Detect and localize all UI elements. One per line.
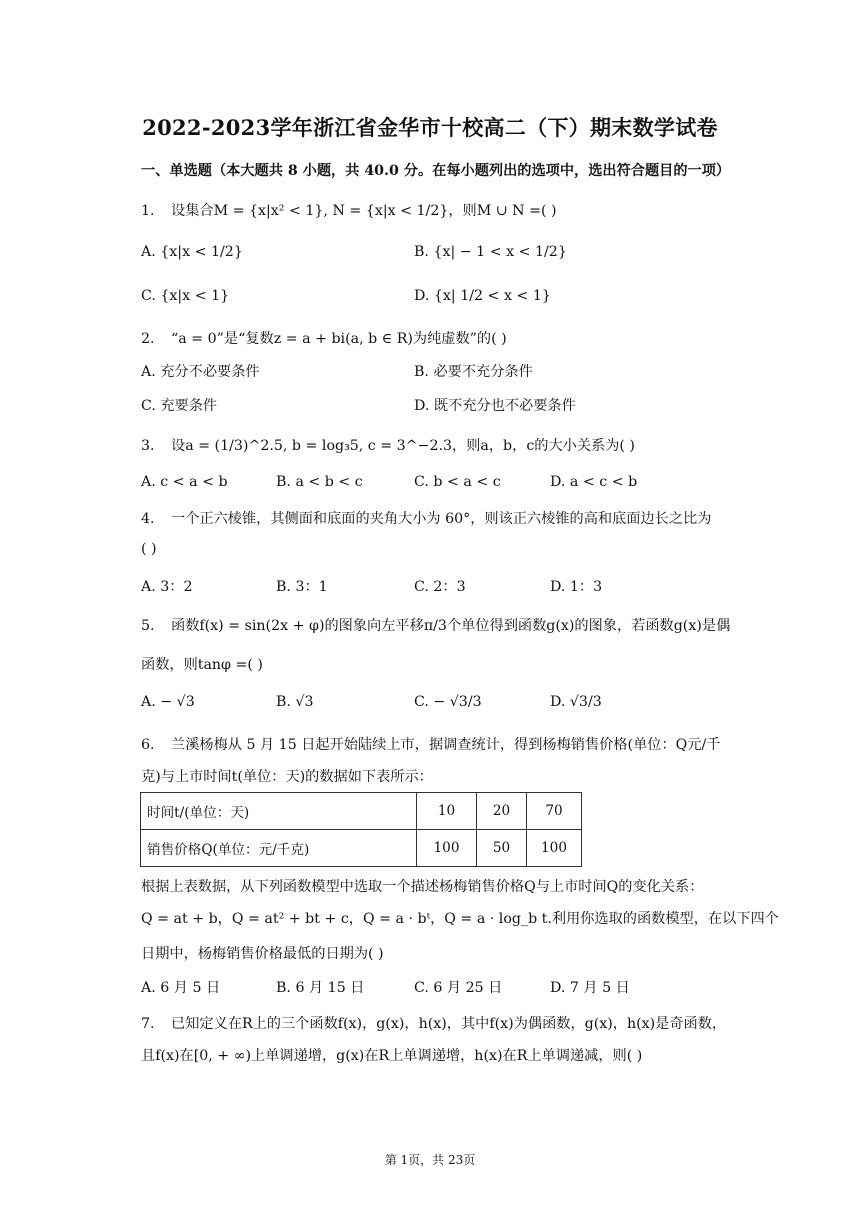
- table-cell: 70: [527, 793, 582, 830]
- option-a: A. 6 月 5 日: [141, 980, 221, 996]
- question-stem: “a = 0”是“复数z = a + bi(a, b ∈ R)为纯虚数”的( ): [171, 331, 507, 347]
- question-3: [141, 435, 635, 455]
- option-a: A. 充分不必要条件: [141, 364, 260, 380]
- question-stem: 已知定义在R上的三个函数f(x)，g(x)，h(x)，其中f(x)为偶函数，g(x)，h(x)是奇函数，: [171, 1016, 727, 1032]
- option-b: B. 必要不充分条件: [414, 364, 533, 380]
- option-a: A. 3：2: [141, 579, 193, 595]
- section-heading: 一、单选题（本大题共 8 小题，共 40.0 分。在每小题列出的选项中，选出符合题目的一项）: [141, 163, 731, 179]
- question-6-text: 根据上表数据，从下列函数模型中选取一个描述杨梅销售价格Q与上市时间Q的变化关系：: [141, 879, 704, 895]
- question-number: 1.: [141, 203, 155, 219]
- question-1: [141, 200, 557, 220]
- table-cell: 100: [417, 830, 477, 867]
- question-stem: 设a = (1/3)^2.5, b = log₃5, c = 3^−2.3，则a，b，c的大小关系为( ): [171, 438, 635, 454]
- question-6-ask: 日期中，杨梅销售价格最低的日期为( ): [141, 946, 384, 962]
- option-b: B. √3: [276, 694, 314, 710]
- question-number: 6.: [141, 737, 155, 753]
- question-6: [141, 734, 720, 754]
- option-d: D. {x| 1/2 < x < 1}: [414, 288, 551, 304]
- question-stem: 设集合M = {x|x² < 1}, N = {x|x < 1/2}，则M ∪ N =( ): [171, 203, 557, 219]
- question-number: 3.: [141, 438, 155, 454]
- question-7-continued: 且f(x)在[0, + ∞)上单调递增，g(x)在R上单调递增，h(x)在R上单调递减，则( ): [141, 1048, 643, 1064]
- option-c: C. 充要条件: [141, 398, 218, 414]
- option-d: D. 7 月 5 日: [550, 980, 630, 996]
- question-5-continued: 函数，则tanφ =( ): [141, 657, 263, 673]
- question-number: 2.: [141, 331, 155, 347]
- table-cell: 100: [527, 830, 582, 867]
- table-cell: 50: [477, 830, 527, 867]
- option-c: C. 6 月 25 日: [414, 980, 503, 996]
- option-b: B. {x| − 1 < x < 1/2}: [414, 244, 567, 260]
- question-stem: 函数f(x) = sin(2x + φ)的图象向左平移π/3个单位得到函数g(x)的图象，若函数g(x)是偶: [171, 618, 731, 634]
- question-4-continued: ( ): [141, 541, 157, 557]
- option-d: D. 1：3: [550, 579, 603, 595]
- option-c: C. b < a < c: [414, 474, 501, 490]
- option-c: C. − √3/3: [414, 694, 482, 710]
- question-stem: 兰溪杨梅从 5 月 15 日起开始陆续上市，据调查统计，得到杨梅销售价格(单位：Q元/千: [171, 737, 721, 753]
- option-d: D. a < c < b: [550, 474, 638, 490]
- table-row: [141, 830, 582, 867]
- option-d: D. √3/3: [550, 694, 602, 710]
- table-cell: 20: [477, 793, 527, 830]
- question-number: 5.: [141, 618, 155, 634]
- option-a: A. {x|x < 1/2}: [141, 244, 243, 260]
- option-b: B. 3：1: [276, 579, 328, 595]
- question-4: [141, 508, 711, 528]
- question-6-continued: 克)与上市时间t(单位：天)的数据如下表所示：: [141, 769, 433, 785]
- data-table: [140, 792, 582, 867]
- question-5: [141, 615, 730, 635]
- question-number: 7.: [141, 1016, 155, 1032]
- option-c: C. 2：3: [414, 579, 466, 595]
- question-number: 4.: [141, 511, 155, 527]
- question-7: [141, 1013, 726, 1033]
- question-2: [141, 328, 507, 348]
- option-c: C. {x|x < 1}: [141, 288, 230, 304]
- table-cell: 10: [417, 793, 477, 830]
- page-title: 2022-2023学年浙江省金华市十校高二（下）期末数学试卷: [142, 115, 718, 140]
- option-a: A. − √3: [141, 694, 195, 710]
- table-cell: 销售价格Q(单位：元/千克): [141, 830, 417, 867]
- question-6-models: Q = at + b，Q = at² + bt + c，Q = a · bᵗ，Q = a · log_b t.利用你选取的函数模型，在以下四个: [141, 911, 779, 927]
- table-row: [141, 793, 582, 830]
- option-b: B. 6 月 15 日: [276, 980, 365, 996]
- option-d: D. 既不充分也不必要条件: [414, 398, 576, 414]
- option-b: B. a < b < c: [276, 474, 363, 490]
- option-a: A. c < a < b: [141, 474, 228, 490]
- question-stem: 一个正六棱锥，其侧面和底面的夹角大小为 60°，则该正六棱锥的高和底面边长之比为: [171, 511, 712, 527]
- table-cell: 时间t/(单位：天): [141, 793, 417, 830]
- page-footer: 第 1页，共 23页: [384, 1153, 476, 1167]
